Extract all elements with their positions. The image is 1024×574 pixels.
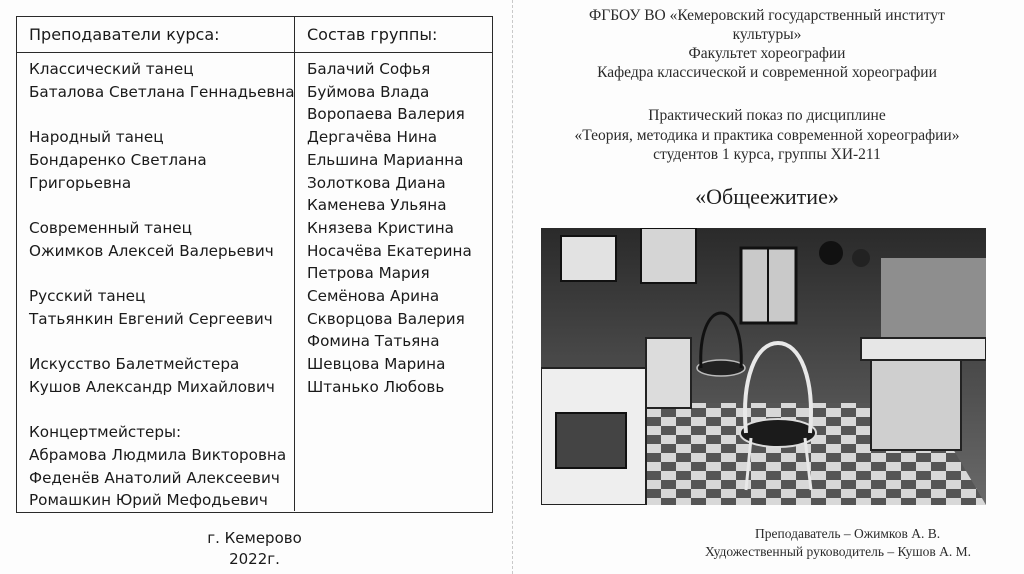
teacher-name: Бондаренко Светлана (29, 150, 207, 169)
discipline-title: Классический танец (29, 60, 194, 78)
student-name: Каменева Ульяна (307, 196, 447, 215)
teacher-name: Татьянкин Евгений Сергеевич (29, 309, 273, 328)
city-year-footer (16, 528, 493, 570)
year-label: 2022г. (229, 550, 280, 568)
student-name: Фомина Татьяна (307, 332, 440, 351)
student-name: Золоткова Диана (307, 173, 446, 192)
teacher-name: Григорьевна (29, 173, 132, 192)
discipline-title: Народный танец (29, 128, 164, 147)
announcement-line: Практический показ по дисциплине (648, 107, 886, 124)
institute-line: ФГБОУ ВО «Кемеровский государственный институт (589, 7, 945, 24)
faculty-line: Факультет хореографии (688, 45, 846, 62)
student-name: Ельшина Марианна (307, 150, 464, 169)
discipline-title: Искусство Балетмейстера (29, 355, 240, 374)
kitchen-photo (541, 228, 986, 505)
course-table (16, 16, 493, 513)
student-name: Воропаева Валерия (307, 105, 465, 124)
table-body-row (17, 53, 492, 511)
student-name: Буймова Влада (307, 82, 430, 101)
director-credit: Художественный руководитель – Кушов А. М. (705, 544, 971, 559)
play-title: «Общеежитие» (695, 184, 839, 209)
student-name: Носачёва Екатерина (307, 241, 472, 260)
performance-announcement (524, 106, 1010, 165)
student-name: Петрова Мария (307, 264, 430, 283)
teacher-name: Баталова Светлана Геннадьевна (29, 82, 295, 101)
table-header-row (17, 17, 492, 53)
students-group-line: студентов 1 курса, группы ХИ-211 (653, 146, 881, 163)
institute-header (524, 6, 1010, 82)
student-name: Семёнова Арина (307, 287, 440, 306)
student-name: Штанько Любовь (307, 377, 445, 396)
teacher-name: Кушов Александр Михайлович (29, 377, 275, 396)
discipline-name: «Теория, методика и практика современной хореографии» (574, 126, 960, 144)
group-header: Состав группы: (307, 25, 438, 44)
student-name: Балачий Софья (307, 60, 431, 78)
accompanist-name: Ромашкин Юрий Мефодьевич (29, 491, 268, 510)
department-line: Кафедра классической и современной хореографии (597, 64, 937, 81)
teachers-header: Преподаватели курса: (17, 17, 295, 52)
accompanist-name: Феденёв Анатолий Алексеевич (29, 468, 280, 487)
page-fold-divider (512, 0, 513, 574)
credits-block (600, 525, 1000, 561)
accompanist-name: Абрамова Людмила Викторовна (29, 445, 287, 464)
student-name: Шевцова Марина (307, 355, 446, 374)
teacher-name: Ожимков Алексей Валерьевич (29, 241, 274, 260)
discipline-title: Русский танец (29, 286, 146, 305)
student-name: Князева Кристина (307, 218, 454, 237)
student-name: Скворцова Валерия (307, 309, 465, 328)
student-name: Дергачёва Нина (307, 128, 438, 147)
discipline-title: Современный танец (29, 218, 192, 237)
discipline-title: Концертмейстеры: (29, 423, 182, 442)
teacher-credit: Преподаватель – Ожимков А. В. (755, 526, 941, 541)
students-cell (295, 53, 492, 511)
teachers-cell (17, 53, 295, 511)
city-label: г. Кемерово (207, 529, 302, 547)
institute-line: культуры» (732, 26, 802, 43)
